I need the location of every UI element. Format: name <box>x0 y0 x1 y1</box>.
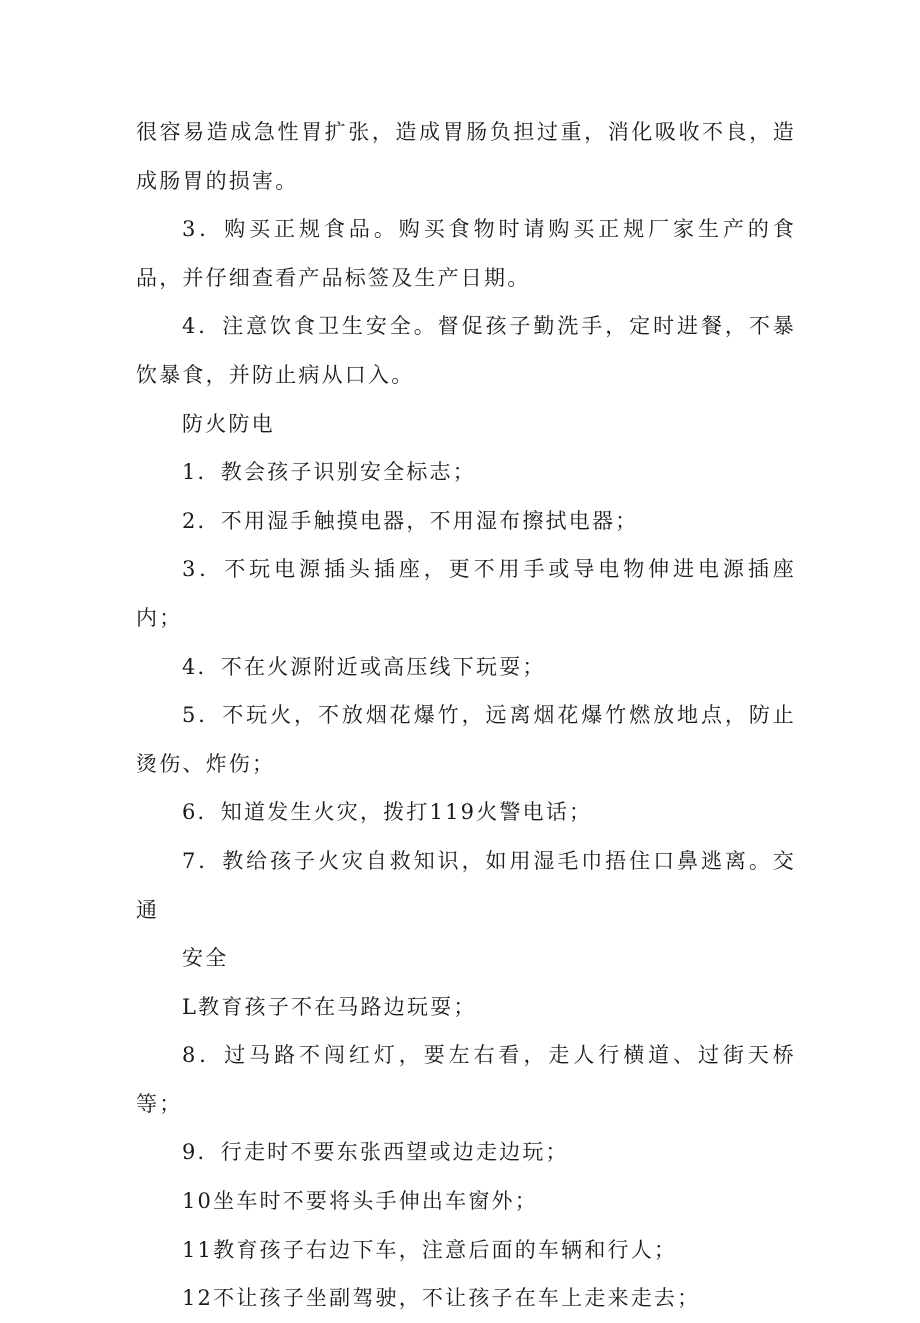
paragraph-item-4-hygiene: 4．注意饮食卫生安全。督促孩子勤洗手，定时进餐，不暴饮暴食，并防止病从口入。 <box>136 314 796 387</box>
list-item-traffic-1: L教育孩子不在马路边玩耍； <box>182 994 477 1019</box>
list-item-fire-5: 5．不玩火，不放烟花爆竹，远离烟花爆竹燃放地点，防止烫伤、炸伤； <box>136 703 796 776</box>
list-item-traffic-12: 12不让孩子坐副驾驶，不让孩子在车上走来走去； <box>182 1286 701 1311</box>
section-heading-fire-electric: 防火防电 <box>182 411 275 436</box>
list-item-fire-2: 2．不用湿手触摸电器，不用湿布擦拭电器； <box>182 508 639 533</box>
list-item-traffic-11: 11教育孩子右边下车，注意后面的车辆和行人； <box>182 1237 678 1262</box>
list-item-traffic-9: 9．行走时不要东张西望或边走边玩； <box>182 1140 569 1165</box>
list-item-fire-3: 3．不玩电源插头插座，更不用手或导电物伸进电源插座内； <box>136 557 796 630</box>
document-body <box>136 108 796 1323</box>
section-heading-traffic-continuation: 安全 <box>182 946 229 971</box>
list-item-fire-4: 4．不在火源附近或高压线下玩耍； <box>182 654 546 679</box>
list-item-traffic-10: 10坐车时不要将头手伸出车窗外； <box>182 1189 538 1214</box>
list-item-fire-1: 1．教会孩子识别安全标志； <box>182 460 476 485</box>
list-item-traffic-8: 8．过马路不闯红灯，要左右看，走人行横道、过街天桥等； <box>136 1043 796 1116</box>
paragraph-continuation: 很容易造成急性胃扩张，造成胃肠负担过重，消化吸收不良，造成肠胃的损害。 <box>136 120 796 193</box>
list-item-fire-6: 6．知道发生火灾，拨打119火警电话； <box>182 800 593 825</box>
paragraph-item-3-food: 3．购买正规食品。购买食物时请购买正规厂家生产的食品，并仔细查看产品标签及生产日期。 <box>136 217 796 290</box>
list-item-fire-7: 7．教给孩子火灾自救知识，如用湿毛巾捂住口鼻逃离。交通 <box>136 848 796 922</box>
